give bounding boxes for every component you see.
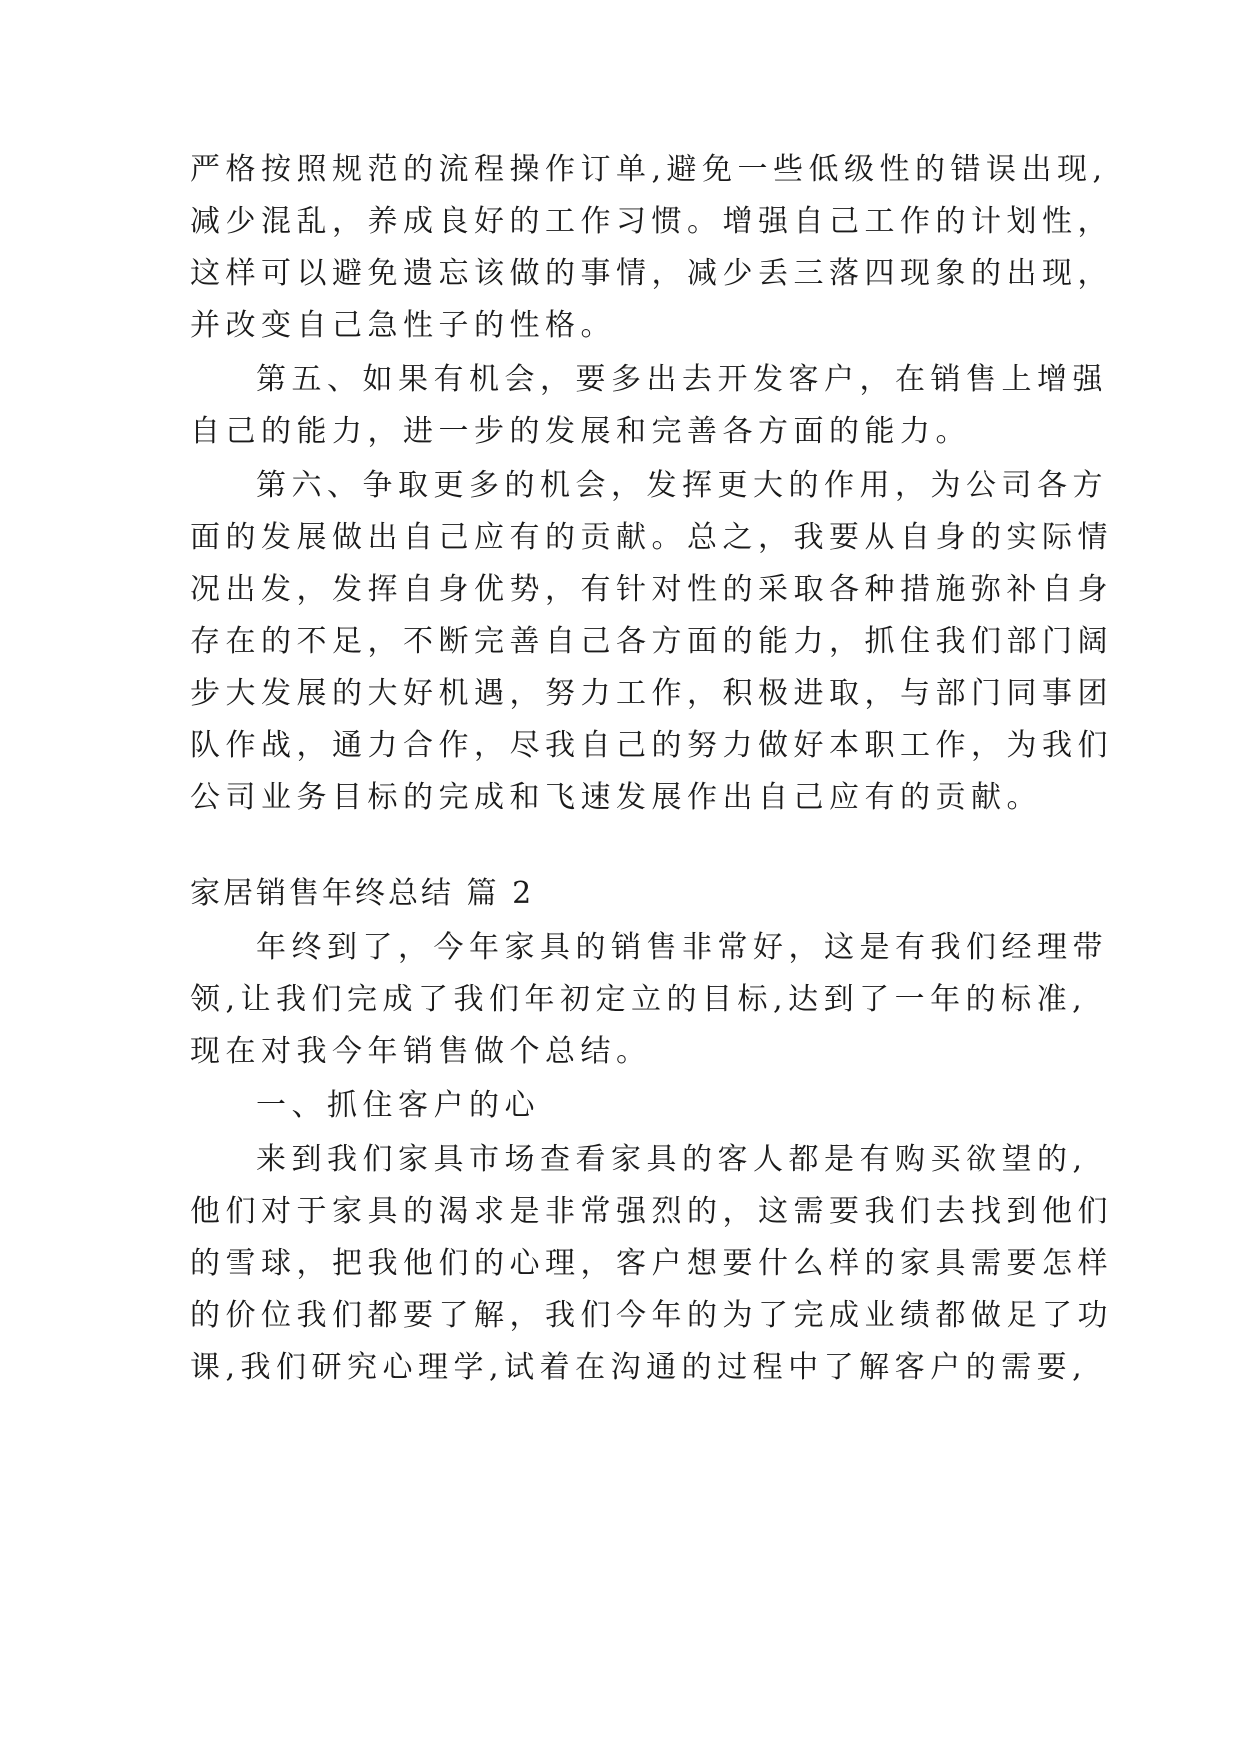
subheading: 一、抓住客户的心 — [256, 1088, 540, 1123]
text-line: 他们对于家具的渴求是非常强烈的，这需要我们去找到他们 — [190, 1194, 1113, 1229]
text-line: 公司业务目标的完成和飞速发展作出自己应有的贡献。 — [190, 780, 1042, 815]
paragraph-start-line: 来到我们家具市场查看家具的客人都是有购买欲望的, — [256, 1142, 1088, 1177]
text-line: 的雪球，把我他们的心理，客户想要什么样的家具需要怎样 — [190, 1246, 1113, 1281]
text-line: 存在的不足，不断完善自己各方面的能力，抓住我们部门阔 — [190, 624, 1113, 659]
text-line: 严格按照规范的流程操作订单,避免一些低级性的错误出现, — [190, 152, 1108, 187]
text-line: 这样可以避免遗忘该做的事情，减少丢三落四现象的出现， — [190, 256, 1113, 291]
text-line: 步大发展的大好机遇，努力工作，积极进取，与部门同事团 — [190, 676, 1113, 711]
text-line: 自己的能力，进一步的发展和完善各方面的能力。 — [190, 414, 971, 449]
text-line: 并改变自己急性子的性格。 — [190, 308, 616, 343]
text-line: 面的发展做出自己应有的贡献。总之，我要从自身的实际情 — [190, 520, 1113, 555]
paragraph-start-line: 第五、如果有机会，要多出去开发客户，在销售上增强 — [256, 362, 1108, 397]
paragraph-start-line: 第六、争取更多的机会，发挥更大的作用，为公司各方 — [256, 468, 1108, 503]
text-line: 课,我们研究心理学,试着在沟通的过程中了解客户的需要, — [190, 1350, 1088, 1385]
text-line: 领,让我们完成了我们年初定立的目标,达到了一年的标准, — [190, 982, 1088, 1017]
text-line: 况出发，发挥自身优势，有针对性的采取各种措施弥补自身 — [190, 572, 1113, 607]
text-line: 现在对我今年销售做个总结。 — [190, 1034, 652, 1069]
text-line: 减少混乱，养成良好的工作习惯。增强自己工作的计划性， — [190, 204, 1113, 239]
text-line: 队作战，通力合作，尽我自己的努力做好本职工作，为我们 — [190, 728, 1113, 763]
paragraph-start-line: 年终到了，今年家具的销售非常好，这是有我们经理带 — [256, 930, 1108, 965]
text-line: 的价位我们都要了解，我们今年的为了完成业绩都做足了功 — [190, 1298, 1113, 1333]
section-heading: 家居销售年终总结 篇 2 — [190, 876, 535, 911]
